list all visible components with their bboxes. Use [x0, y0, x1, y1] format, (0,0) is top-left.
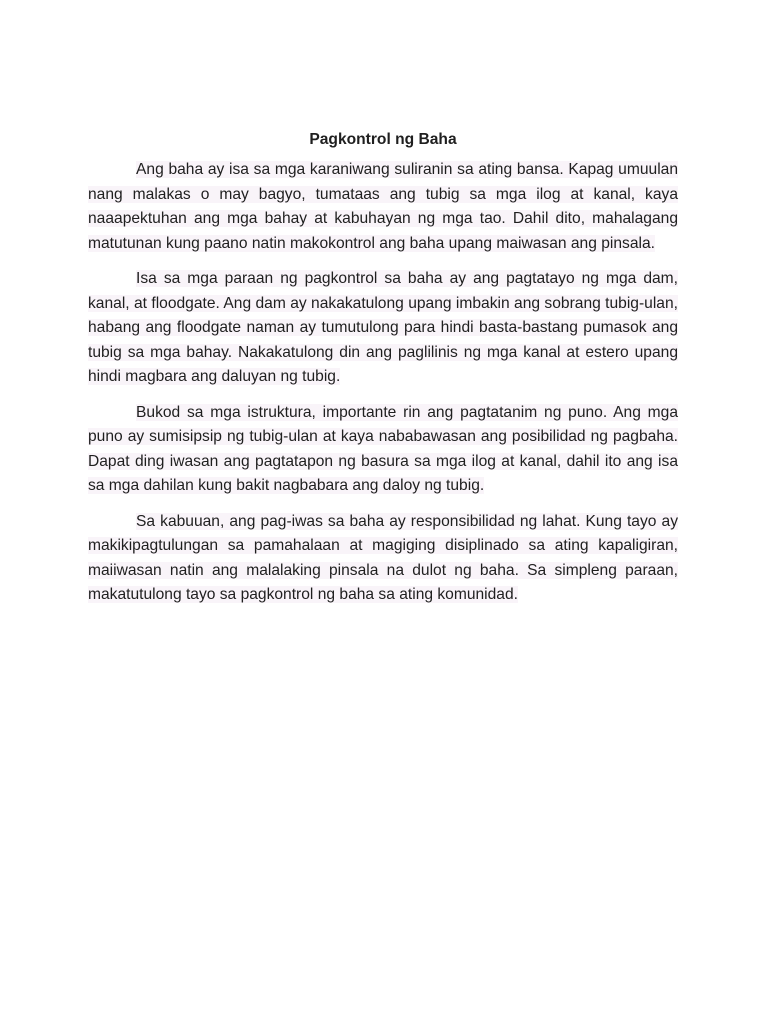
- document-title: Pagkontrol ng Baha: [309, 131, 457, 148]
- document-body: [88, 128, 678, 619]
- paragraph-4-text: Sa kabuuan, ang pag-iwas sa baha ay responsibilidad ng lahat. Kung tayo ay makikipagtulungan sa pamahalaan at magiging disiplinado sa ating kapaligiran, maiiwasan natin ang malalaking pinsala na dulot ng baha. Sa simpleng paraan, makatutulong tayo sa pagkontrol ng baha sa ating komunidad.: [88, 512, 678, 603]
- paragraph-2-text: Isa sa mga paraan ng pagkontrol sa baha ay ang pagtatayo ng mga dam, kanal, at floodgate. Ang dam ay nakakatulong upang imbakin ang sobrang tubig-ulan, habang ang floodgate naman ay tumutulong para hindi basta-bastang pumasok ang tubig sa mga bahay. Nakakatulong din ang paglilinis ng mga kanal at estero upang hindi magbara ang daluyan ng tubig.: [88, 270, 678, 385]
- paragraph-2: [88, 267, 678, 390]
- paragraph-4: [88, 510, 678, 608]
- paragraph-1-text: Ang baha ay isa sa mga karaniwang suliranin sa ating bansa. Kapag umuulan nang malakas o may bagyo, tumataas ang tubig sa mga ilog at kanal, kaya naaapektuhan ang mga bahay at kabuhayan ng mga tao. Dahil dito, mahalagang matutunan kung paano natin makokontrol ang baha upang maiwasan ang pinsala.: [88, 161, 678, 252]
- paragraph-3: [88, 401, 678, 499]
- paragraph-3-text: Bukod sa mga istruktura, importante rin ang pagtatanim ng puno. Ang mga puno ay sumisipsip ng tubig-ulan at kaya nababawasan ang posibilidad ng pagbaha. Dapat ding iwasan ang pagtatapon ng basura sa mga ilog at kanal, dahil ito ang isa sa mga dahilan kung bakit nagbabara ang daloy ng tubig.: [88, 403, 678, 494]
- paragraph-1: [88, 158, 678, 256]
